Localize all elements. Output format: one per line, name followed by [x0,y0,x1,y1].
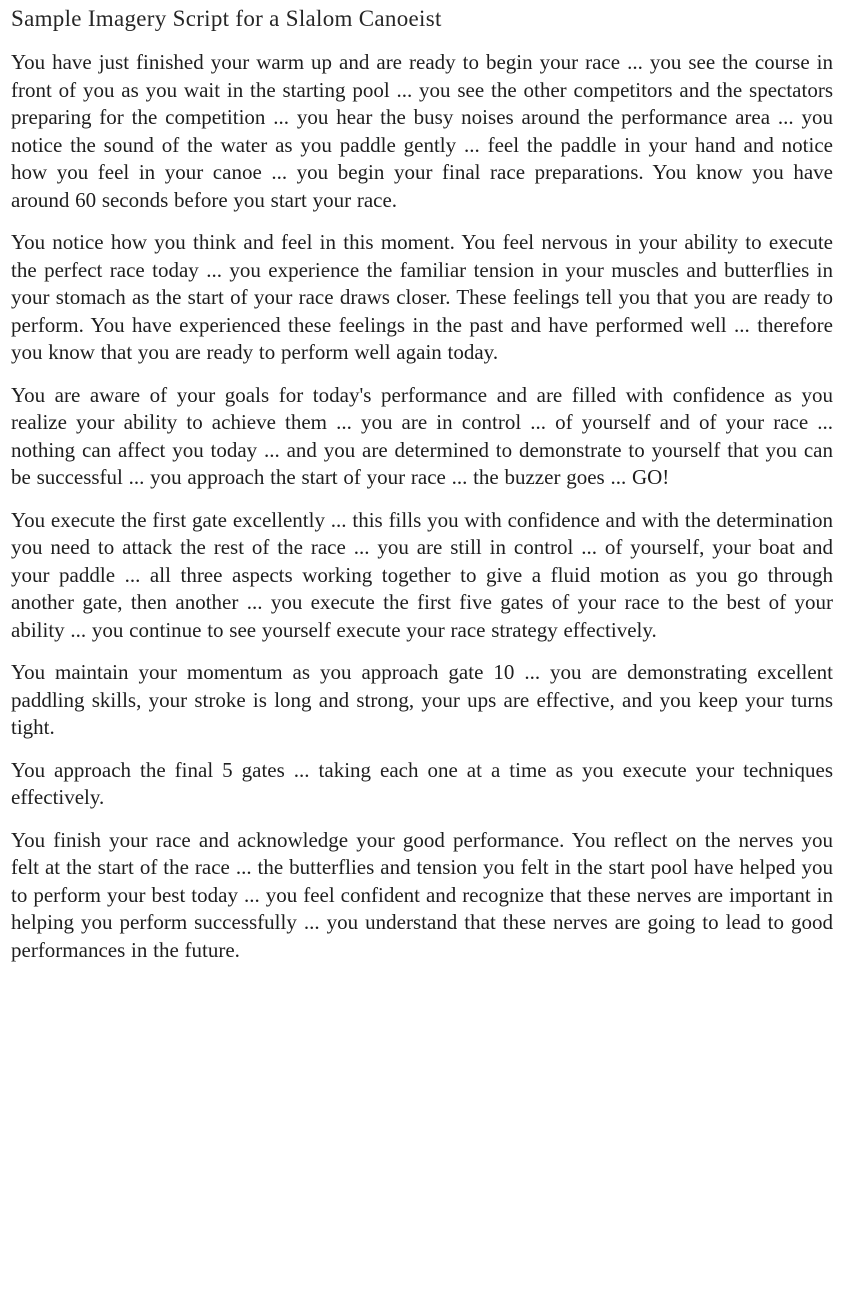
paragraph-gate-10: You maintain your momentum as you approach gate 10 ... you are demonstrating excellent paddling skills, your stroke is long and strong, your ups are effective, and you keep your turns tight. [11,660,833,739]
paragraph-nerves: You notice how you think and feel in this moment. You feel nervous in your ability to execute the perfect race today ... you experience the familiar tension in your muscles and butterflies in your stomach as the start of your race draws closer. These feelings tell you that you are ready to perform. You have experienced these feelings in the past and have performed well ... therefore you know that you are ready to perform well again today. [11,230,833,364]
document-body [11,49,833,964]
paragraph-first-gates: You execute the first gate excellently ... this fills you with confidence and with the determination you need to attack the rest of the race ... you are still in control ... of yourself, your boat and your paddle ... all three aspects working together to give a fluid motion as you go through another gate, then another ... you execute the first five gates of your race to the best of your ability ... you continue to see yourself execute your race strategy effectively. [11,507,833,642]
paragraph-finish: You finish your race and acknowledge your good performance. You reflect on the nerves you felt at the start of the race ... the butterflies and tension you felt in the start pool have helped you to perform your best today ... you feel confident and recognize that these nerves are important in helping you perform successfully ... you understand that these nerves are going to lead to good performances in the future. [11,827,833,962]
paragraph-warmup: You have just finished your warm up and are ready to begin your race ... you see the course in front of you as you wait in the starting pool ... you see the other competitors and the spectators preparing for the competition ... you hear the busy noises around the performance area ... you notice the sound of the water as you paddle gently ... feel the paddle in your hand and notice how you feel in your canoe ... you begin your final race preparations. You know you have around 60 seconds before you start your race. [11,50,833,212]
paragraph-final-gates: You approach the final 5 gates ... taking each one at a time as you execute your techniques effectively. [11,757,833,809]
page-title: Sample Imagery Script for a Slalom Canoeist [11,6,442,31]
paragraph-goals: You are aware of your goals for today's performance and are filled with confidence as you realize your ability to achieve them ... you are in control ... of yourself and of your race ... nothing can affect you today ... and you are determined to demonstrate to yourself that you can be successful ... you approach the start of your race ... the buzzer goes ... GO! [11,382,833,489]
